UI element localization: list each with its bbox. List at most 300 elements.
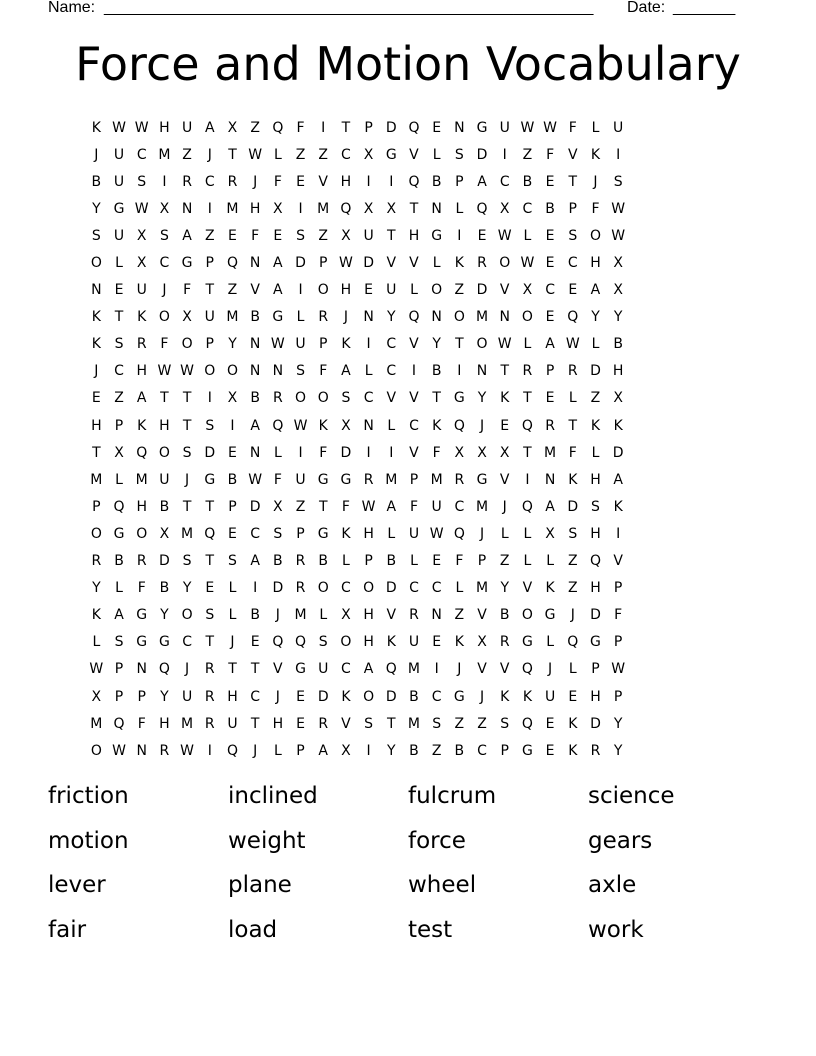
grid-letter[interactable]: M bbox=[226, 200, 239, 217]
grid-letter[interactable]: L bbox=[115, 580, 123, 597]
grid-letter[interactable]: A bbox=[613, 471, 623, 488]
grid-letter[interactable]: W bbox=[112, 119, 126, 136]
grid-letter[interactable]: S bbox=[296, 363, 305, 380]
grid-letter[interactable]: A bbox=[363, 661, 374, 678]
grid-letter[interactable]: J bbox=[185, 661, 190, 678]
grid-letter[interactable]: G bbox=[136, 634, 148, 651]
grid-letter[interactable]: U bbox=[204, 309, 215, 326]
grid-letter[interactable]: X bbox=[182, 309, 192, 326]
grid-letter[interactable]: B bbox=[409, 742, 419, 759]
grid-letter[interactable]: M bbox=[544, 444, 557, 461]
grid-letter[interactable]: Z bbox=[114, 390, 124, 407]
grid-letter[interactable]: Y bbox=[92, 580, 101, 597]
grid-letter[interactable]: R bbox=[499, 634, 510, 651]
grid-letter[interactable]: E bbox=[432, 553, 442, 570]
grid-letter[interactable]: R bbox=[227, 173, 238, 190]
grid-letter[interactable]: B bbox=[159, 580, 170, 597]
grid-letter[interactable]: Q bbox=[408, 173, 420, 190]
grid-letter[interactable]: R bbox=[363, 471, 374, 488]
grid-letter[interactable]: O bbox=[90, 742, 102, 759]
grid-letter[interactable]: I bbox=[457, 363, 462, 380]
grid-letter[interactable]: C bbox=[545, 282, 555, 299]
grid-letter[interactable]: B bbox=[91, 173, 102, 190]
grid-letter[interactable]: R bbox=[590, 742, 601, 759]
grid-letter[interactable]: Y bbox=[228, 336, 237, 353]
grid-letter[interactable]: W bbox=[248, 471, 263, 488]
grid-letter[interactable]: Q bbox=[340, 200, 352, 217]
grid-letter[interactable]: I bbox=[207, 742, 212, 759]
grid-letter[interactable]: P bbox=[477, 553, 487, 570]
grid-letter[interactable]: G bbox=[204, 471, 216, 488]
grid-letter[interactable]: I bbox=[366, 742, 371, 759]
grid-letter[interactable]: N bbox=[249, 336, 261, 353]
grid-letter[interactable]: E bbox=[545, 227, 555, 244]
grid-letter[interactable]: Z bbox=[318, 227, 329, 244]
grid-letter[interactable]: O bbox=[499, 255, 511, 272]
grid-letter[interactable]: E bbox=[545, 742, 555, 759]
grid-letter[interactable]: G bbox=[317, 525, 329, 542]
grid-letter[interactable]: P bbox=[114, 417, 124, 434]
grid-letter[interactable]: M bbox=[135, 471, 148, 488]
grid-letter[interactable]: Y bbox=[182, 580, 192, 597]
grid-letter[interactable]: J bbox=[593, 173, 598, 190]
grid-letter[interactable]: M bbox=[181, 715, 194, 732]
grid-letter[interactable]: W bbox=[89, 661, 104, 678]
grid-letter[interactable]: X bbox=[363, 146, 374, 163]
grid-letter[interactable]: O bbox=[181, 336, 193, 353]
grid-letter[interactable]: V bbox=[499, 471, 510, 488]
grid-letter[interactable]: Z bbox=[454, 282, 465, 299]
grid-letter[interactable]: K bbox=[341, 525, 351, 542]
grid-letter[interactable]: I bbox=[411, 363, 417, 380]
grid-letter[interactable]: V bbox=[567, 146, 578, 163]
grid-letter[interactable]: S bbox=[454, 146, 464, 163]
grid-letter[interactable]: W bbox=[520, 255, 535, 272]
grid-letter[interactable]: H bbox=[590, 525, 601, 542]
grid-letter[interactable]: K bbox=[500, 390, 510, 407]
grid-letter[interactable]: D bbox=[385, 580, 397, 597]
grid-letter[interactable]: J bbox=[479, 417, 485, 434]
grid-letter[interactable]: Z bbox=[567, 580, 578, 597]
grid-letter[interactable]: K bbox=[590, 417, 601, 434]
grid-letter[interactable]: G bbox=[544, 607, 556, 624]
grid-letter[interactable]: X bbox=[227, 119, 238, 136]
grid-letter[interactable]: T bbox=[205, 498, 215, 515]
grid-letter[interactable]: J bbox=[570, 607, 575, 624]
grid-letter[interactable]: P bbox=[318, 336, 328, 353]
grid-letter[interactable]: C bbox=[341, 146, 351, 163]
grid-letter[interactable]: F bbox=[137, 580, 146, 597]
grid-letter[interactable]: S bbox=[205, 607, 215, 624]
grid-letter[interactable]: Q bbox=[521, 417, 533, 434]
grid-letter[interactable]: V bbox=[522, 580, 533, 597]
grid-letter[interactable]: H bbox=[590, 688, 601, 705]
grid-letter[interactable]: O bbox=[136, 525, 148, 542]
grid-letter[interactable]: T bbox=[568, 417, 578, 434]
grid-letter[interactable]: R bbox=[318, 715, 329, 732]
grid-letter[interactable]: Y bbox=[160, 688, 169, 705]
grid-letter[interactable]: A bbox=[386, 498, 397, 515]
grid-letter[interactable]: P bbox=[545, 363, 555, 380]
grid-letter[interactable]: K bbox=[91, 309, 101, 326]
grid-letter[interactable]: D bbox=[249, 498, 261, 515]
grid-letter[interactable]: J bbox=[253, 742, 258, 759]
grid-letter[interactable]: B bbox=[159, 498, 170, 515]
grid-letter[interactable]: U bbox=[136, 282, 147, 299]
grid-letter[interactable]: P bbox=[296, 742, 305, 759]
grid-letter[interactable]: P bbox=[613, 580, 623, 597]
grid-letter[interactable]: Q bbox=[272, 417, 284, 434]
grid-letter[interactable]: I bbox=[434, 661, 439, 678]
grid-letter[interactable]: D bbox=[385, 688, 397, 705]
grid-letter[interactable]: G bbox=[521, 634, 533, 651]
grid-letter[interactable]: H bbox=[340, 173, 352, 190]
grid-letter[interactable]: R bbox=[91, 553, 102, 570]
grid-letter[interactable]: O bbox=[453, 309, 465, 326]
grid-letter[interactable]: L bbox=[523, 525, 532, 542]
grid-letter[interactable]: E bbox=[432, 119, 442, 136]
grid-letter[interactable]: Z bbox=[295, 146, 306, 163]
grid-letter[interactable]: O bbox=[363, 688, 375, 705]
grid-letter[interactable]: C bbox=[250, 525, 261, 542]
grid-letter[interactable]: M bbox=[317, 200, 330, 217]
grid-letter[interactable]: G bbox=[453, 390, 465, 407]
grid-letter[interactable]: E bbox=[273, 227, 283, 244]
grid-letter[interactable]: X bbox=[545, 525, 555, 542]
grid-letter[interactable]: M bbox=[475, 580, 489, 597]
grid-letter[interactable]: M bbox=[90, 471, 103, 488]
grid-letter[interactable]: H bbox=[227, 688, 238, 705]
grid-letter[interactable]: U bbox=[227, 715, 238, 732]
grid-letter[interactable]: N bbox=[431, 200, 442, 217]
grid-letter[interactable]: C bbox=[409, 417, 419, 434]
grid-letter[interactable]: S bbox=[296, 227, 305, 244]
grid-letter[interactable]: F bbox=[546, 146, 555, 163]
grid-letter[interactable]: A bbox=[477, 173, 487, 190]
grid-letter[interactable]: G bbox=[136, 607, 148, 624]
grid-letter[interactable]: R bbox=[204, 688, 215, 705]
grid-letter[interactable]: D bbox=[567, 498, 579, 515]
grid-letter[interactable]: C bbox=[114, 363, 124, 380]
grid-letter[interactable]: P bbox=[205, 255, 214, 272]
grid-letter[interactable]: S bbox=[114, 336, 124, 353]
grid-letter[interactable]: H bbox=[136, 498, 147, 515]
grid-letter[interactable]: W bbox=[134, 200, 149, 217]
grid-letter[interactable]: O bbox=[226, 363, 238, 380]
grid-letter[interactable]: E bbox=[545, 255, 555, 272]
grid-letter[interactable]: N bbox=[136, 742, 147, 759]
grid-letter[interactable]: L bbox=[92, 634, 101, 651]
grid-letter[interactable]: E bbox=[500, 417, 510, 434]
grid-letter[interactable]: S bbox=[91, 227, 101, 244]
grid-letter[interactable]: Z bbox=[318, 146, 329, 163]
grid-letter[interactable]: I bbox=[616, 525, 621, 542]
grid-letter[interactable]: Q bbox=[226, 742, 238, 759]
grid-letter[interactable]: L bbox=[273, 146, 282, 163]
grid-letter[interactable]: Q bbox=[521, 498, 533, 515]
grid-letter[interactable]: D bbox=[295, 255, 306, 272]
grid-letter[interactable]: F bbox=[455, 553, 464, 570]
grid-letter[interactable]: Y bbox=[477, 390, 487, 407]
grid-letter[interactable]: K bbox=[91, 607, 101, 624]
grid-letter[interactable]: I bbox=[502, 146, 507, 163]
grid-letter[interactable]: T bbox=[341, 119, 351, 136]
grid-letter[interactable]: N bbox=[249, 255, 261, 272]
grid-letter[interactable]: H bbox=[363, 607, 374, 624]
grid-letter[interactable]: N bbox=[272, 363, 284, 380]
grid-letter[interactable]: C bbox=[409, 580, 419, 597]
grid-letter[interactable]: L bbox=[591, 119, 600, 136]
grid-letter[interactable]: L bbox=[432, 255, 441, 272]
grid-letter[interactable]: A bbox=[182, 227, 192, 244]
grid-letter[interactable]: K bbox=[545, 580, 555, 597]
grid-letter[interactable]: Y bbox=[613, 309, 623, 326]
grid-letter[interactable]: P bbox=[228, 498, 237, 515]
grid-letter[interactable]: V bbox=[613, 553, 623, 570]
grid-letter[interactable]: L bbox=[523, 553, 532, 570]
grid-letter[interactable]: L bbox=[364, 363, 373, 380]
grid-letter[interactable]: L bbox=[523, 336, 532, 353]
grid-letter[interactable]: W bbox=[429, 525, 444, 542]
grid-letter[interactable]: V bbox=[409, 390, 419, 407]
grid-letter[interactable]: X bbox=[477, 634, 487, 651]
grid-letter[interactable]: L bbox=[296, 309, 305, 326]
grid-letter[interactable]: N bbox=[431, 309, 442, 326]
grid-letter[interactable]: Q bbox=[408, 119, 420, 136]
grid-letter[interactable]: N bbox=[181, 200, 193, 217]
grid-letter[interactable]: K bbox=[137, 417, 147, 434]
grid-letter[interactable]: T bbox=[114, 309, 124, 326]
grid-letter[interactable]: V bbox=[386, 390, 397, 407]
grid-letter[interactable]: D bbox=[385, 119, 397, 136]
grid-letter[interactable]: P bbox=[500, 742, 509, 759]
grid-letter[interactable]: Y bbox=[500, 580, 509, 597]
grid-letter[interactable]: E bbox=[477, 227, 487, 244]
grid-letter[interactable]: V bbox=[477, 607, 487, 624]
grid-letter[interactable]: J bbox=[185, 471, 190, 488]
grid-letter[interactable]: L bbox=[387, 525, 396, 542]
grid-letter[interactable]: V bbox=[341, 715, 351, 732]
grid-letter[interactable]: U bbox=[318, 661, 329, 678]
grid-letter[interactable]: K bbox=[341, 336, 351, 353]
grid-letter[interactable]: H bbox=[363, 525, 374, 542]
grid-letter[interactable]: T bbox=[250, 715, 260, 732]
grid-letter[interactable]: U bbox=[181, 688, 193, 705]
grid-letter[interactable]: T bbox=[205, 634, 215, 651]
grid-letter[interactable]: E bbox=[114, 282, 124, 299]
grid-letter[interactable]: U bbox=[431, 498, 442, 515]
grid-letter[interactable]: L bbox=[432, 146, 441, 163]
grid-letter[interactable]: Q bbox=[567, 309, 579, 326]
grid-letter[interactable]: P bbox=[137, 688, 146, 705]
grid-letter[interactable]: U bbox=[181, 119, 193, 136]
grid-letter[interactable]: Q bbox=[113, 498, 125, 515]
grid-letter[interactable]: M bbox=[475, 309, 489, 326]
grid-letter[interactable]: J bbox=[502, 498, 507, 515]
grid-letter[interactable]: Y bbox=[432, 336, 441, 353]
grid-letter[interactable]: I bbox=[321, 119, 326, 136]
name-blank-line[interactable]: _______________________________________________________ bbox=[104, 0, 594, 16]
grid-letter[interactable]: U bbox=[499, 119, 510, 136]
grid-letter[interactable]: E bbox=[432, 634, 442, 651]
grid-letter[interactable]: M bbox=[475, 498, 489, 515]
grid-letter[interactable]: J bbox=[275, 607, 280, 624]
grid-letter[interactable]: E bbox=[296, 715, 305, 732]
grid-letter[interactable]: W bbox=[157, 363, 172, 380]
grid-letter[interactable]: C bbox=[159, 255, 170, 272]
grid-letter[interactable]: S bbox=[591, 498, 600, 515]
grid-letter[interactable]: A bbox=[136, 390, 147, 407]
grid-letter[interactable]: G bbox=[340, 471, 352, 488]
grid-letter[interactable]: N bbox=[499, 309, 510, 326]
grid-letter[interactable]: V bbox=[477, 661, 487, 678]
grid-letter[interactable]: D bbox=[340, 444, 352, 461]
grid-letter[interactable]: H bbox=[590, 580, 601, 597]
grid-letter[interactable]: K bbox=[454, 255, 464, 272]
grid-letter[interactable]: F bbox=[183, 282, 192, 299]
grid-letter[interactable]: E bbox=[296, 173, 305, 190]
grid-letter[interactable]: P bbox=[205, 336, 214, 353]
grid-letter[interactable]: R bbox=[477, 255, 487, 272]
grid-letter[interactable]: M bbox=[90, 715, 103, 732]
grid-letter[interactable]: N bbox=[431, 607, 442, 624]
grid-letter[interactable]: B bbox=[250, 390, 260, 407]
grid-letter[interactable]: P bbox=[455, 173, 464, 190]
grid-letter[interactable]: J bbox=[94, 363, 99, 380]
grid-letter[interactable]: Q bbox=[295, 634, 307, 651]
grid-letter[interactable]: W bbox=[270, 336, 285, 353]
grid-letter[interactable]: O bbox=[317, 580, 329, 597]
grid-letter[interactable]: L bbox=[455, 580, 464, 597]
grid-letter[interactable]: V bbox=[409, 255, 419, 272]
grid-letter[interactable]: W bbox=[361, 498, 376, 515]
grid-letter[interactable]: D bbox=[476, 282, 488, 299]
grid-letter[interactable]: F bbox=[273, 173, 282, 190]
grid-letter[interactable]: H bbox=[159, 715, 170, 732]
grid-letter[interactable]: L bbox=[546, 553, 554, 570]
grid-letter[interactable]: E bbox=[545, 173, 555, 190]
grid-letter[interactable]: K bbox=[568, 742, 578, 759]
grid-letter[interactable]: L bbox=[523, 227, 532, 244]
grid-letter[interactable]: Z bbox=[454, 607, 465, 624]
grid-letter[interactable]: J bbox=[94, 146, 99, 163]
grid-letter[interactable]: M bbox=[226, 309, 239, 326]
grid-letter[interactable]: R bbox=[545, 417, 555, 434]
grid-letter[interactable]: T bbox=[182, 498, 192, 515]
grid-letter[interactable]: O bbox=[589, 227, 601, 244]
grid-letter[interactable]: Q bbox=[589, 553, 601, 570]
grid-letter[interactable]: U bbox=[408, 525, 420, 542]
grid-letter[interactable]: D bbox=[590, 607, 601, 624]
grid-letter[interactable]: W bbox=[134, 119, 149, 136]
grid-letter[interactable]: U bbox=[159, 471, 170, 488]
grid-letter[interactable]: L bbox=[568, 661, 577, 678]
grid-letter[interactable]: S bbox=[500, 715, 510, 732]
grid-letter[interactable]: G bbox=[476, 119, 488, 136]
grid-letter[interactable]: S bbox=[182, 553, 192, 570]
grid-letter[interactable]: T bbox=[318, 498, 328, 515]
grid-letter[interactable]: M bbox=[407, 661, 421, 678]
grid-letter[interactable]: E bbox=[296, 688, 305, 705]
grid-letter[interactable]: C bbox=[386, 336, 397, 353]
grid-letter[interactable]: J bbox=[343, 309, 348, 326]
grid-letter[interactable]: S bbox=[341, 390, 351, 407]
grid-letter[interactable]: W bbox=[565, 336, 580, 353]
grid-letter[interactable]: P bbox=[296, 525, 305, 542]
grid-letter[interactable]: C bbox=[204, 173, 215, 190]
grid-letter[interactable]: G bbox=[295, 661, 306, 678]
grid-letter[interactable]: Y bbox=[160, 607, 169, 624]
grid-letter[interactable]: G bbox=[476, 471, 488, 488]
grid-letter[interactable]: N bbox=[544, 471, 556, 488]
grid-letter[interactable]: G bbox=[590, 634, 601, 651]
grid-letter[interactable]: W bbox=[611, 200, 626, 217]
grid-letter[interactable]: X bbox=[227, 390, 238, 407]
grid-letter[interactable]: O bbox=[317, 282, 329, 299]
grid-letter[interactable]: G bbox=[181, 255, 193, 272]
grid-letter[interactable]: A bbox=[114, 607, 124, 624]
grid-letter[interactable]: J bbox=[275, 688, 280, 705]
grid-letter[interactable]: L bbox=[568, 390, 577, 407]
grid-letter[interactable]: U bbox=[386, 282, 397, 299]
grid-letter[interactable]: R bbox=[204, 661, 215, 678]
grid-letter[interactable]: T bbox=[228, 146, 237, 163]
grid-letter[interactable]: C bbox=[136, 146, 147, 163]
grid-letter[interactable]: T bbox=[182, 417, 192, 434]
grid-letter[interactable]: E bbox=[228, 444, 237, 461]
grid-letter[interactable]: N bbox=[91, 282, 102, 299]
grid-letter[interactable]: F bbox=[409, 498, 418, 515]
grid-letter[interactable]: O bbox=[340, 634, 352, 651]
grid-letter[interactable]: X bbox=[341, 607, 351, 624]
grid-letter[interactable]: B bbox=[409, 688, 419, 705]
grid-letter[interactable]: P bbox=[318, 255, 328, 272]
grid-letter[interactable]: D bbox=[204, 444, 216, 461]
grid-letter[interactable]: Q bbox=[453, 525, 465, 542]
grid-letter[interactable]: B bbox=[227, 471, 238, 488]
grid-letter[interactable]: F bbox=[319, 444, 328, 461]
grid-letter[interactable]: V bbox=[386, 607, 397, 624]
grid-letter[interactable]: X bbox=[136, 255, 147, 272]
grid-letter[interactable]: Q bbox=[521, 661, 533, 678]
grid-letter[interactable]: P bbox=[364, 119, 373, 136]
grid-letter[interactable]: G bbox=[113, 525, 125, 542]
grid-letter[interactable]: S bbox=[364, 715, 374, 732]
grid-letter[interactable]: P bbox=[409, 471, 419, 488]
grid-letter[interactable]: N bbox=[454, 119, 465, 136]
grid-letter[interactable]: T bbox=[432, 390, 441, 407]
grid-letter[interactable]: O bbox=[90, 255, 102, 272]
grid-letter[interactable]: T bbox=[228, 661, 237, 678]
grid-letter[interactable]: I bbox=[457, 227, 462, 244]
grid-letter[interactable]: N bbox=[249, 444, 261, 461]
grid-letter[interactable]: Q bbox=[113, 715, 125, 732]
grid-letter[interactable]: D bbox=[590, 363, 601, 380]
grid-letter[interactable]: O bbox=[363, 580, 375, 597]
grid-letter[interactable]: B bbox=[431, 363, 442, 380]
grid-letter[interactable]: X bbox=[341, 417, 351, 434]
grid-letter[interactable]: K bbox=[91, 336, 101, 353]
grid-letter[interactable]: O bbox=[521, 607, 533, 624]
grid-letter[interactable]: J bbox=[479, 525, 485, 542]
grid-letter[interactable]: O bbox=[476, 336, 488, 353]
grid-letter[interactable]: X bbox=[273, 498, 283, 515]
grid-letter[interactable]: B bbox=[114, 553, 124, 570]
grid-letter[interactable]: L bbox=[455, 200, 464, 217]
grid-letter[interactable]: L bbox=[500, 525, 509, 542]
grid-letter[interactable]: U bbox=[295, 336, 306, 353]
grid-letter[interactable]: I bbox=[162, 173, 167, 190]
